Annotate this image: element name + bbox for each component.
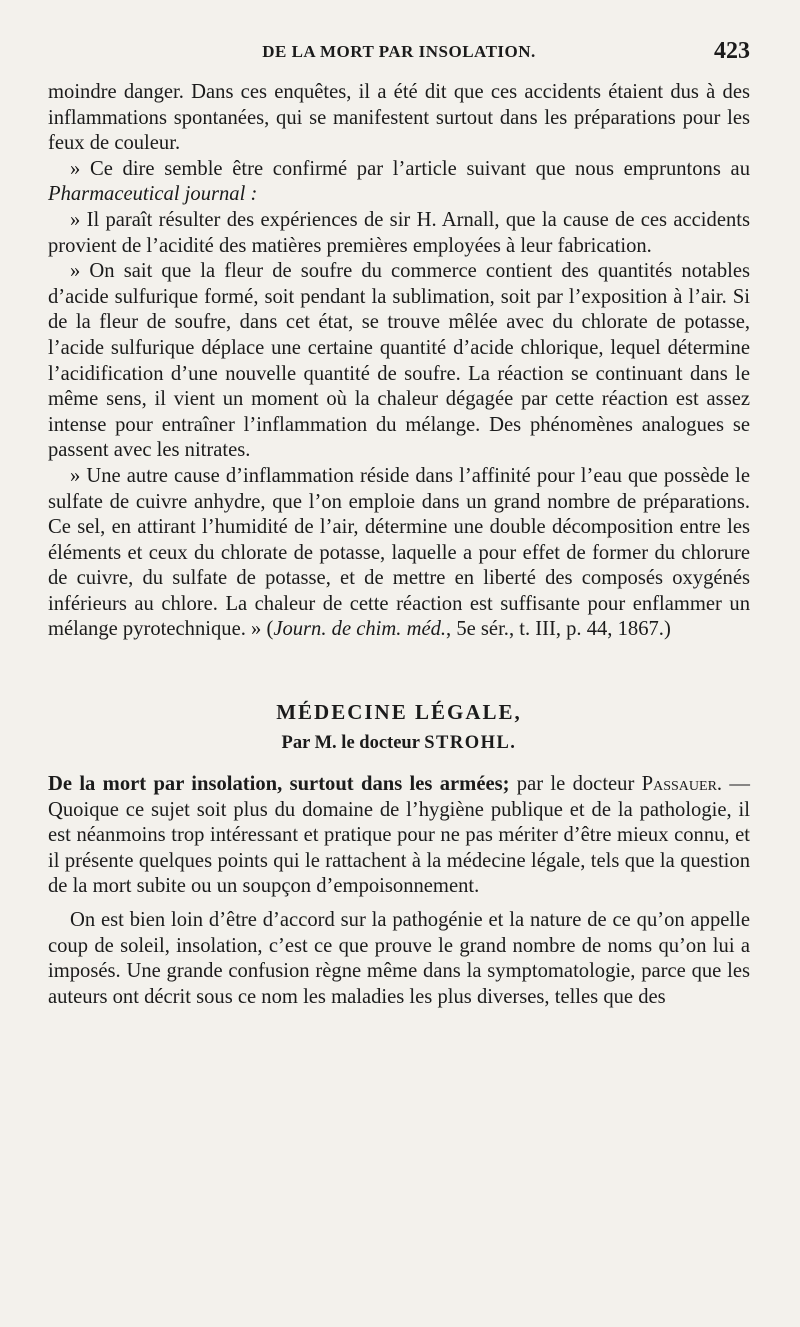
byline-prefix: Par M. le docteur [281, 733, 425, 754]
section-spacer [48, 643, 750, 698]
running-title: DE LA MORT PAR INSOLATION. [262, 42, 536, 61]
section-byline [48, 730, 750, 756]
paragraph-5 [48, 464, 750, 643]
article-intro [48, 772, 750, 900]
paragraph-2 [48, 157, 750, 208]
page-number: 423 [714, 38, 750, 64]
source-journal: Pharmaceutical journal : [48, 183, 258, 206]
paragraph-1: moindre danger. Dans ces enquêtes, il a été dit que ces accidents étaient dus à des inflammations spontanées, qui se manifestent surtout dans les préparations pour les feux de couleur. [48, 81, 750, 155]
page-header [48, 38, 750, 80]
section-title: MÉDECINE LÉGALE, [276, 700, 522, 725]
paragraph-2-text: » Ce dire semble être confirmé par l’article suivant que nous empruntons au [70, 157, 750, 180]
article-paragraph-2: On est bien loin d’être d’accord sur la pathogénie et la nature de ce qu’on appelle coup de soleil, insolation, c’est ce que prouve le grand nombre de noms qu’on lui a imposés. Une grande confusion règne même dans la symptomatologie, parce que les auteurs ont décrit sous ce nom les maladies les plus diverses, telles que des [48, 909, 750, 1008]
article-title: De la mort par insolation, surtout dans les armées; [48, 773, 510, 796]
citation-details: , 5e sér., t. III, p. 44, 1867.) [446, 618, 671, 641]
article-author: Passauer [641, 773, 717, 796]
byline-author: STROHL. [424, 733, 517, 754]
article-intro-b: . — Quoique ce sujet soit plus du domaine de l’hygiène publique et de la pathologie, il est néanmoins trop intéressant et pratique pour ne pas mériter d’être mieux connu, et il présente quelques points qui le rattachent à la médecine légale, tels que la question de la mort subite ou un soupçon d’empoisonnement. [48, 773, 750, 898]
citation-journal: Journ. de chim. méd. [273, 618, 447, 641]
paragraph-3: » Il paraît résulter des expériences de sir H. Arnall, que la cause de ces accidents provient de l’acidité des matières premières employées à leur fabrication. [48, 208, 750, 257]
paragraph-4: » On sait que la fleur de soufre du commerce contient des quantités notables d’acide sulfurique formé, soit pendant la sublimation, soit par l’exposition à l’air. Si de la fleur de soufre, dans cet état, se trouve mêlée avec du chlorate de potasse, l’acide sulfurique déplace une certaine quantité d’acide chlorique, lequel détermine l’acidification d’une nouvelle quantité de soufre. La réaction se continuant dans le même sens, il vient un moment où la chaleur dégagée par cette réaction est assez intense pour entraîner l’inflammation du mélange. Des phénomènes analogues se passent avec les nitrates. [48, 260, 750, 462]
paragraph-5-text: » Une autre cause d’inflammation réside dans l’affinité pour l’eau que possède le sulfate de cuivre anhydre, que l’on emploie dans un grand nombre de préparations. Ce sel, en attirant l’humidité de l’air, détermine une double décomposition entre les éléments et ceux du chlorate de potasse, laquelle a pour effet de former du chlorure de cuivre, du sulfate de potasse, et de mettre en liberté des composés oxygénés inférieurs au chlore. La chaleur de cette réaction est suffisante pour enflammer un mélange pyrotechnique. » ( [48, 464, 750, 641]
article-intro-a: par le docteur [509, 773, 642, 796]
